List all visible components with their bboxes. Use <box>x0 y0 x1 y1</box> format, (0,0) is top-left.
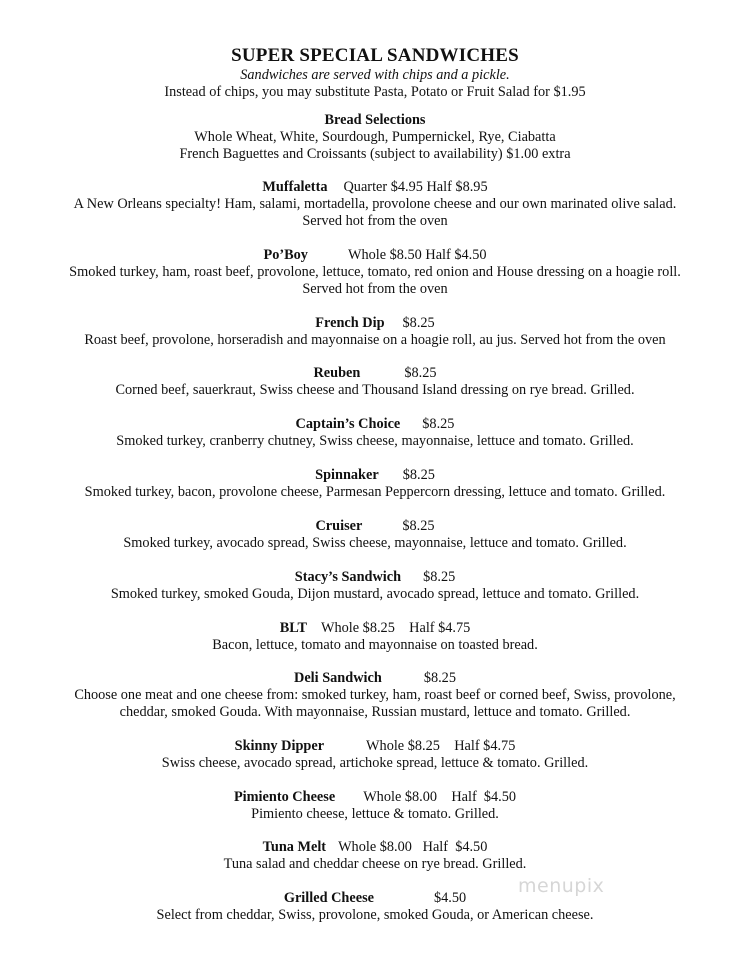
item-description: Smoked turkey, avocado spread, Swiss cheese, mayonnaise, lettuce and tomato. Grilled. <box>123 535 627 551</box>
item-description: Swiss cheese, avocado spread, artichoke spread, lettuce & tomato. Grilled. <box>161 755 589 771</box>
subtitle: Sandwiches are served with chips and a pickle. <box>240 67 510 83</box>
item-name: Muffaletta <box>262 179 328 195</box>
menu-item <box>0 620 750 654</box>
item-price: $8.25 <box>423 569 456 585</box>
item-description: Select from cheddar, Swiss, provolone, smoked Gouda, or American cheese. <box>156 907 594 923</box>
item-name: Deli Sandwich <box>294 670 382 686</box>
page-title: SUPER SPECIAL SANDWICHES <box>231 45 519 66</box>
item-description: Smoked turkey, cranberry chutney, Swiss cheese, mayonnaise, lettuce and tomato. Grilled. <box>116 433 634 449</box>
item-price: $8.25 <box>402 315 435 331</box>
item-description: Choose one meat and one cheese from: smoked turkey, ham, roast beef or corned beef, Swiss, provolone, <box>74 687 676 703</box>
menu-item <box>0 518 750 552</box>
menu-item <box>0 179 750 230</box>
item-name: Captain’s Choice <box>295 416 401 432</box>
item-name: Stacy’s Sandwich <box>294 569 402 585</box>
item-description: Corned beef, sauerkraut, Swiss cheese and Thousand Island dressing on rye bread. Grilled. <box>115 382 635 398</box>
item-price: Quarter $4.95 Half $8.95 <box>343 179 488 195</box>
menu-item <box>0 315 750 349</box>
item-price: $8.25 <box>404 365 437 381</box>
item-name: BLT <box>279 620 307 636</box>
item-description-2: Served hot from the oven <box>302 281 448 297</box>
item-price: Whole $8.50 Half $4.50 <box>347 247 487 263</box>
item-description-2: Served hot from the oven <box>302 213 448 229</box>
menu-header <box>0 45 750 101</box>
item-price: Whole $8.25 Half $4.75 <box>366 738 516 754</box>
bread-options-2: French Baguettes and Croissants (subject to availability) $1.00 extra <box>179 146 571 162</box>
item-price: $4.50 <box>433 890 467 906</box>
menupix-watermark: menupix <box>518 875 605 897</box>
menu-item <box>0 670 750 721</box>
item-description: Roast beef, provolone, horseradish and mayonnaise on a hoagie roll, au jus. Served hot from the oven <box>84 332 666 348</box>
substitution-note: Instead of chips, you may substitute Pasta, Potato or Fruit Salad for $1.95 <box>164 84 586 100</box>
menu-item <box>0 890 750 924</box>
item-price: $8.25 <box>423 670 456 686</box>
item-name: Spinnaker <box>315 467 379 483</box>
item-price: $8.25 <box>402 518 435 534</box>
item-price: Whole $8.25 Half $4.75 <box>321 620 471 636</box>
menu-item <box>0 738 750 772</box>
item-name: French Dip <box>315 315 385 331</box>
menu-item <box>0 569 750 603</box>
item-price: Whole $8.00 Half $4.50 <box>338 839 488 855</box>
bread-options-1: Whole Wheat, White, Sourdough, Pumpernickel, Rye, Ciabatta <box>194 129 556 145</box>
menu-item <box>0 365 750 399</box>
item-description: Bacon, lettuce, tomato and mayonnaise on toasted bread. <box>212 637 538 653</box>
item-name: Po’Boy <box>263 247 308 263</box>
item-name: Tuna Melt <box>262 839 327 855</box>
item-description: Pimiento cheese, lettuce & tomato. Grilled. <box>251 806 499 822</box>
item-description: Smoked turkey, bacon, provolone cheese, Parmesan Peppercorn dressing, lettuce and tomato. Grilled. <box>84 484 666 500</box>
item-price: $8.25 <box>402 467 435 483</box>
bread-section <box>0 112 750 163</box>
item-name: Pimiento Cheese <box>233 789 336 805</box>
bread-heading: Bread Selections <box>324 112 426 128</box>
menu-item <box>0 247 750 298</box>
item-name: Reuben <box>313 365 361 381</box>
item-description: A New Orleans specialty! Ham, salami, mortadella, provolone cheese and our own marinated olive salad. <box>73 196 677 212</box>
item-description: Smoked turkey, ham, roast beef, provolone, lettuce, tomato, red onion and House dressing on a hoagie roll. <box>69 264 681 280</box>
item-description-2: cheddar, smoked Gouda. With mayonnaise, Russian mustard, lettuce and tomato. Grilled. <box>119 704 631 720</box>
item-name: Grilled Cheese <box>283 890 374 906</box>
item-name: Cruiser <box>315 518 363 534</box>
menu-item <box>0 416 750 450</box>
item-price: $8.25 <box>422 416 455 432</box>
menu-item <box>0 789 750 823</box>
item-name: Skinny Dipper <box>234 738 325 754</box>
item-price: Whole $8.00 Half $4.50 <box>363 789 517 805</box>
item-description: Tuna salad and cheddar cheese on rye bread. Grilled. <box>223 856 527 872</box>
menu-item <box>0 839 750 873</box>
item-description: Smoked turkey, smoked Gouda, Dijon mustard, avocado spread, lettuce and tomato. Grilled. <box>110 586 640 602</box>
menu-item <box>0 467 750 501</box>
